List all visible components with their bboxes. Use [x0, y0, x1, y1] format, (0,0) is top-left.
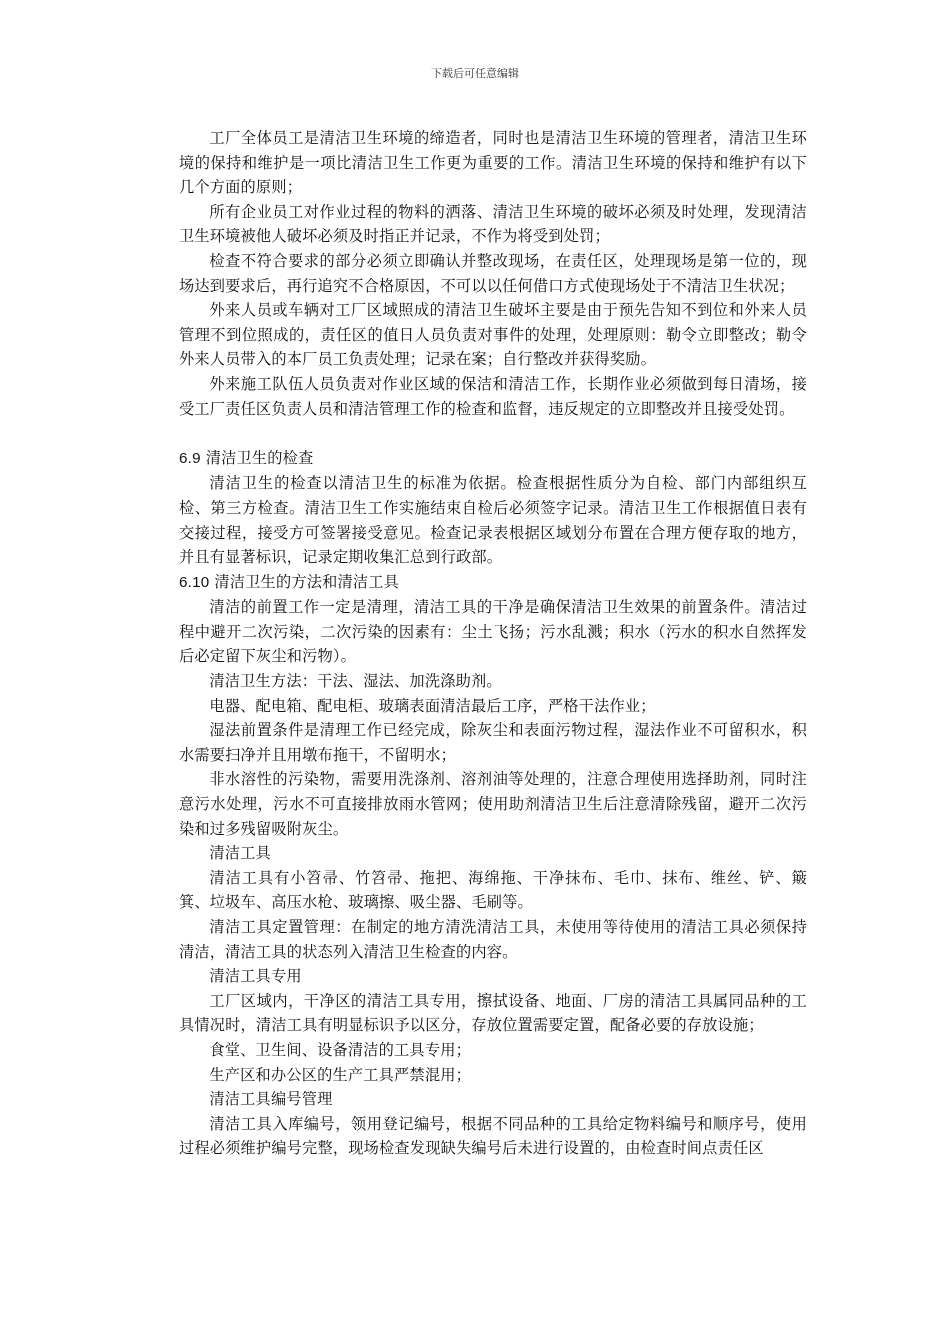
- paragraph: 食堂、卫生间、设备清洁的工具专用；: [209, 1040, 471, 1059]
- document-body: [179, 126, 807, 1161]
- paragraph: 检查不符合要求的部分必须立即确认并整改现场，在责任区，处理现场是第一位的，现场达到要求后，再行追究不合格原因，不可以以任何借口方式使现场处于不清洁卫生状况；: [179, 251, 807, 295]
- paragraph: 湿法前置条件是清理工作已经完成，除灰尘和表面污物过程，湿法作业不可留积水，积水需要扫净并且用墩布拖干，不留明水；: [179, 721, 807, 764]
- paragraph: 清洁的前置工作一定是清理，清洁工具的干净是确保清洁卫生效果的前置条件。清洁过程中避开二次污染，二次污染的因素有：尘土飞扬；污水乱溅；积水（污水的积水自然挥发后必定留下灰尘和污物）。: [179, 598, 807, 666]
- section-title: 清洁卫生的方法和清洁工具: [214, 572, 400, 591]
- section-title: 清洁卫生的检查: [205, 448, 314, 467]
- paragraph: 电器、配电箱、配电柜、玻璃表面清洁最后工序，严格干法作业；: [209, 696, 656, 715]
- page-header-note: 下载后可任意编辑: [431, 67, 519, 80]
- blank-line: [179, 421, 807, 446]
- section-number: 6.9: [179, 449, 201, 467]
- paragraph: 外来施工队伍人员负责对作业区域的保洁和清洁工作，长期作业必须做到每日清场，接受工厂责任区负责人员和清洁管理工作的检查和监督，违反规定的立即整改并且接受处罚。: [179, 374, 807, 418]
- paragraph: 生产区和办公区的生产工具严禁混用；: [209, 1065, 471, 1084]
- subheading: 清洁工具专用: [209, 967, 302, 986]
- paragraph: 清洁工具有小笤帚、竹笤帚、拖把、海绵拖、干净抹布、毛巾、抹布、维丝、铲、簸箕、垃圾车、高压水枪、玻璃擦、吸尘器、毛刷等。: [179, 868, 807, 912]
- paragraph: 工厂区域内，干净区的清洁工具专用，擦拭设备、地面、厂房的清洁工具属同品种的工具情况时，清洁工具有明显标识予以区分，存放位置需要定置，配备必要的存放设施；: [179, 991, 807, 1035]
- paragraph: 外来人员或车辆对工厂区域照成的清洁卫生破坏主要是由于预先告知不到位和外来人员管理不到位照成的，责任区的值日人员负责对事件的处理，处理原则：勒令立即整改；勒令外来人员带入的本厂员工负责处理；记录在案；自行整改并获得奖励。: [179, 301, 807, 369]
- paragraph: 工厂全体员工是清洁卫生环境的缔造者，同时也是清洁卫生环境的管理者，清洁卫生环境的保持和维护是一项比清洁卫生工作更为重要的工作。清洁卫生环境的保持和维护有以下几个方面的原则；: [179, 129, 807, 197]
- paragraph: 清洁卫生方法：干法、湿法、加洗涤助剂。: [209, 672, 502, 691]
- paragraph: 清洁工具定置管理：在制定的地方清洗清洁工具，未使用等待使用的清洁工具必须保持清洁，清洁工具的状态列入清洁卫生检查的内容。: [179, 918, 807, 961]
- paragraph: 所有企业员工对作业过程的物料的洒落、清洁卫生环境的破坏必须及时处理，发现清洁卫生环境被他人破坏必须及时指正并记录，不作为将受到处罚；: [179, 202, 807, 246]
- paragraph: 清洁卫生的检查以清洁卫生的标准为依据。检查根据性质分为自检、部门内部组织互检、第三方检查。清洁卫生工作实施结束自检后必须签字记录。清洁卫生工作根据值日表有交接过程，接受方可签署接受意见。检查记录表根据区域划分布置在合理方便存取的地方，并且有显著标识，记录定期收集汇总到行政部。: [179, 474, 807, 567]
- paragraph: 非水溶性的污染物，需要用洗涤剂、溶剂油等处理的，注意合理使用选择助剂，同时注意污水处理，污水不可直接排放雨水管网；使用助剂清洁卫生后注意清除残留，避开二次污染和过多残留吸附灰尘。: [179, 770, 807, 838]
- subheading: 清洁工具编号管理: [209, 1090, 333, 1109]
- section-heading-6-9: [179, 446, 807, 472]
- paragraph: 清洁工具入库编号，领用登记编号，根据不同品种的工具给定物料编号和顺序号，使用过程必须维护编号完整，现场检查发现缺失编号后未进行设置的，由检查时间点责任区: [179, 1114, 807, 1158]
- section-number: 6.10: [179, 573, 210, 591]
- section-heading-6-10: [179, 570, 807, 596]
- subheading: 清洁工具: [209, 844, 271, 863]
